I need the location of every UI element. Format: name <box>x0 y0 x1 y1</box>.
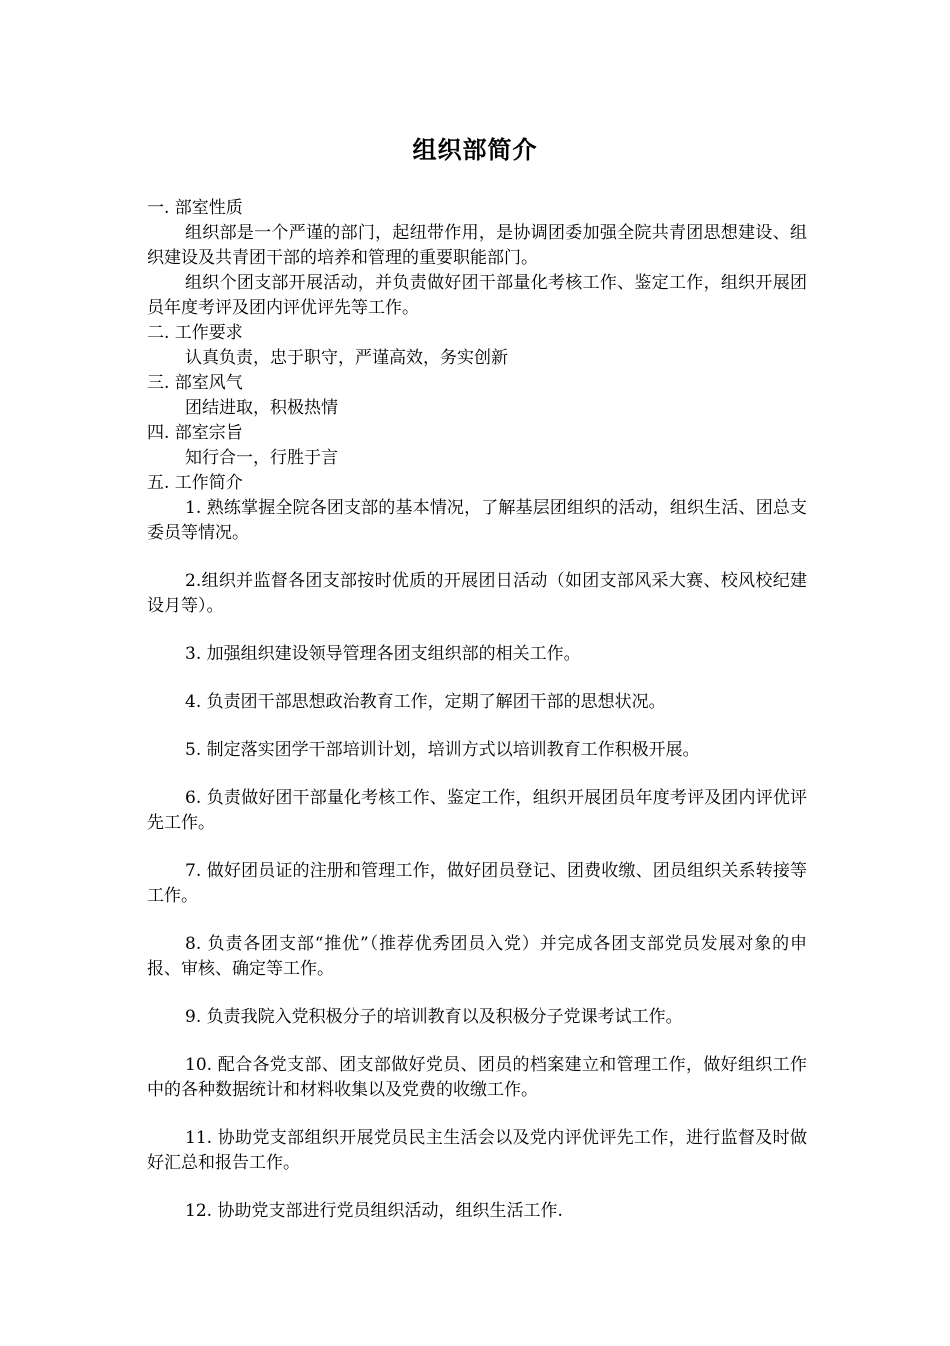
section-heading-requirements: 二. 工作要求 <box>147 323 243 343</box>
work-item: 8. 负责各团支部“推优”（推荐优秀团员入党）并完成各团支部党员发展对象的申报、审核、确定等工作。 <box>147 934 807 979</box>
section-paragraph: 组织部是一个严谨的部门，起纽带作用，是协调团委加强全院共青团思想建设、组织建设及共青团干部的培养和管理的重要职能部门。 <box>147 223 807 268</box>
document-title: 组织部简介 <box>412 136 538 164</box>
section-paragraph: 认真负责，忠于职守，严谨高效，务实创新 <box>185 348 508 368</box>
work-item: 4. 负责团干部思想政治教育工作，定期了解团干部的思想状况。 <box>185 692 666 712</box>
work-item: 7. 做好团员证的注册和管理工作，做好团员登记、团费收缴、团员组织关系转接等工作。 <box>147 861 807 906</box>
section-paragraph: 团结进取，积极热情 <box>185 398 338 418</box>
work-item: 9. 负责我院入党积极分子的培训教育以及积极分子党课考试工作。 <box>185 1007 683 1027</box>
work-item: 10. 配合各党支部、团支部做好党员、团员的档案建立和管理工作，做好组织工作中的各种数据统计和材料收集以及党费的收缴工作。 <box>147 1055 807 1100</box>
work-item: 1. 熟练掌握全院各团支部的基本情况，了解基层团组织的活动，组织生活、团总支委员等情况。 <box>147 498 807 543</box>
work-item: 3. 加强组织建设领导管理各团支组织部的相关工作。 <box>185 644 581 664</box>
section-paragraph: 知行合一，行胜于言 <box>185 448 338 468</box>
work-item: 11. 协助党支部组织开展党员民主生活会以及党内评优评先工作，进行监督及时做好汇总和报告工作。 <box>147 1128 807 1173</box>
work-item: 12. 协助党支部进行党员组织活动，组织生活工作. <box>185 1201 563 1221</box>
section-heading-atmosphere: 三. 部室风气 <box>147 373 243 393</box>
work-item: 6. 负责做好团干部量化考核工作、鉴定工作，组织开展团员年度考评及团内评优评先工作。 <box>147 788 807 833</box>
section-heading-work-intro: 五. 工作简介 <box>147 473 243 493</box>
work-item: 2.组织并监督各团支部按时优质的开展团日活动（如团支部风采大赛、校风校纪建设月等）。 <box>147 571 807 616</box>
work-item: 5. 制定落实团学干部培训计划，培训方式以培训教育工作积极开展。 <box>185 740 700 760</box>
section-heading-nature: 一. 部室性质 <box>147 198 243 218</box>
document-body <box>147 196 807 1224</box>
section-heading-purpose: 四. 部室宗旨 <box>147 423 243 443</box>
section-paragraph: 组织个团支部开展活动，并负责做好团干部量化考核工作、鉴定工作，组织开展团员年度考评及团内评优评先等工作。 <box>147 273 807 318</box>
